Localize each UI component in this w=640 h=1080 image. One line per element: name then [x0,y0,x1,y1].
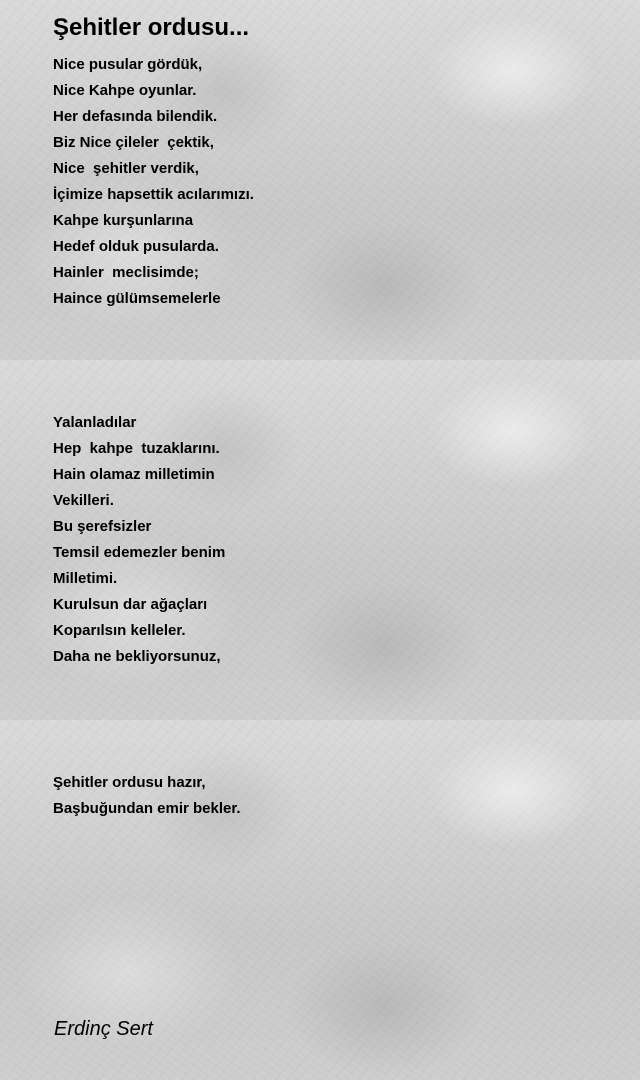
poem-line: Yalanladılar [53,414,137,431]
poem-panel-1 [0,0,640,360]
stanza-3 [53,770,241,822]
poem-line: Nice pusular gördük, [53,56,203,73]
poem-line: Biz Nice çileler çektik, [53,134,214,151]
stanza-2 [53,410,225,670]
poem-panel-3 [0,720,640,1080]
poem-line: Kahpe kurşunlarına [53,212,194,229]
poem-line: Hainler meclisimde; [53,264,199,281]
poem-line: Temsil edemezler benim [53,544,226,561]
poem-line: İçimize hapsettik acılarımızı. [53,186,254,203]
poem-line: Haince gülümsemelerle [53,290,221,307]
poem-line: Şehitler ordusu hazır, [53,774,206,791]
poem-line: Her defasında bilendik. [53,108,218,125]
poem-panel-2 [0,360,640,720]
poem-author: Erdinç Sert [54,1018,153,1040]
poem-line: Hain olamaz milletimin [53,466,215,483]
poem-line: Daha ne bekliyorsunuz, [53,648,221,665]
poem-title: Şehitler ordusu... [53,14,250,41]
poem-line: Milletimi. [53,570,118,587]
poem-line: Kurulsun dar ağaçları [53,596,208,613]
poem-line: Vekilleri. [53,492,114,509]
poem-line: Koparılsın kelleler. [53,622,186,639]
poem-line: Hedef olduk pusularda. [53,238,219,255]
poem-line: Hep kahpe tuzaklarını. [53,440,220,457]
stanza-1 [53,52,254,312]
poem-line: Bu şerefsizler [53,518,152,535]
poem-line: Nice şehitler verdik, [53,160,199,177]
poem-line: Nice Kahpe oyunlar. [53,82,197,99]
poem-line: Başbuğundan emir bekler. [53,800,241,817]
